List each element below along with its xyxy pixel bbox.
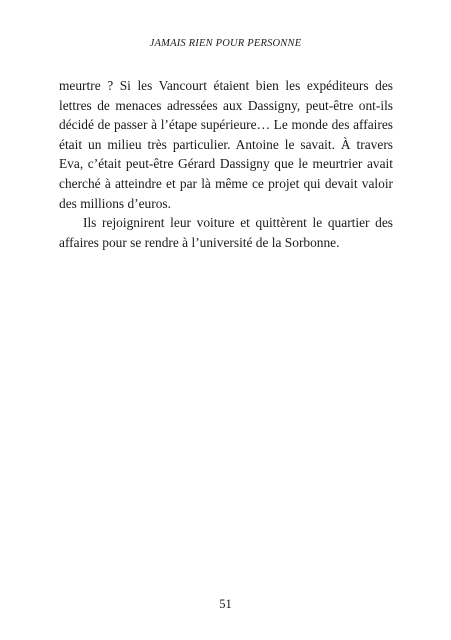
paragraph-continuation: meurtre ? Si les Vancourt étaient bien les expéditeurs des lettres de menaces adressées aux Dassigny, peut-être ont-ils décidé de passer à l’étape supérieure… Le monde des affaires était un milieu très particulier. Antoine le savait. À travers Eva, c’était peut-être Gérard Dassigny que le meurtrier avait cherché à atteindre et par là même ce projet qui devait valoir des millions d’euros. xyxy=(59,78,393,211)
paragraph: Ils rejoignirent leur voiture et quittèrent le quartier des affaires pour se rendre à l’université de la Sorbonne. xyxy=(59,215,393,250)
running-header: JAMAIS RIEN POUR PERSONNE xyxy=(149,38,302,49)
body-text xyxy=(59,76,393,252)
page-number: 51 xyxy=(219,597,232,611)
